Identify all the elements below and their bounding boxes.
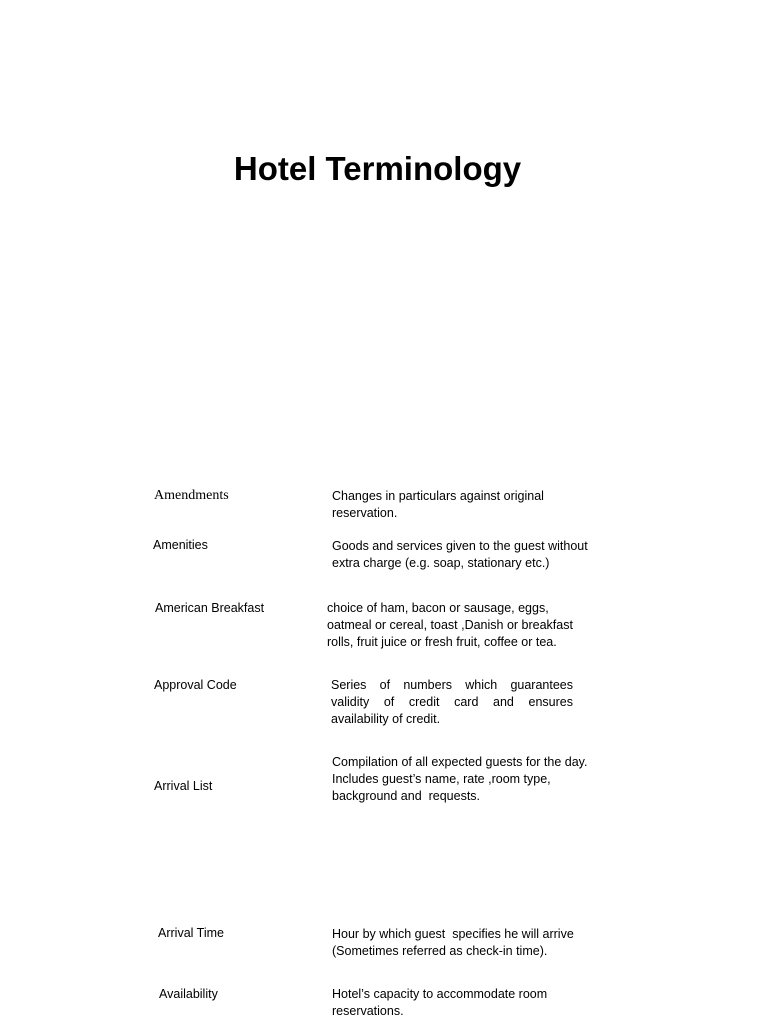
definition-line: Series of numbers which guarantees: [331, 678, 573, 692]
term-definition: [332, 754, 632, 805]
definition-line: Goods and services given to the guest without: [332, 539, 588, 553]
definition-line: oatmeal or cereal, toast ,Danish or breakfast: [327, 618, 573, 632]
definition-line: background and requests.: [332, 789, 481, 803]
term-label: American Breakfast: [155, 601, 265, 615]
definition-line: Compilation of all expected guests for the day.: [332, 755, 588, 769]
definition-line: validity of credit card and ensures: [331, 695, 573, 709]
definition-line: (Sometimes referred as check-in time).: [332, 944, 548, 958]
definition-line: Changes in particulars against original: [332, 489, 544, 503]
term-definition: [331, 677, 573, 728]
term-label: Approval Code: [154, 678, 237, 692]
definition-line: extra charge (e.g. soap, stationary etc.): [332, 556, 550, 570]
definition-line: choice of ham, bacon or sausage, eggs,: [327, 601, 549, 615]
term-label: Arrival Time: [158, 926, 224, 940]
definition-line: availability of credit.: [331, 712, 441, 726]
page-title: Hotel Terminology: [233, 150, 522, 187]
definition-line: Includes guest’s name, rate ,room type,: [332, 772, 551, 786]
term-label: Amendments: [154, 488, 229, 503]
definition-line: Hotel’s capacity to accommodate room: [332, 987, 548, 1001]
definition-line: reservation.: [332, 506, 398, 520]
definition-line: reservations.: [332, 1004, 404, 1018]
term-definition: [332, 488, 602, 522]
term-definition: [332, 926, 622, 960]
definition-line: rolls, fruit juice or fresh fruit, coffee or tea.: [327, 635, 557, 649]
term-label: Arrival List: [154, 779, 213, 793]
term-definition: [332, 538, 622, 572]
term-definition: [332, 986, 622, 1020]
term-definition: [327, 600, 617, 651]
term-label: Amenities: [153, 538, 208, 552]
term-label: Availability: [159, 987, 218, 1001]
definition-line: Hour by which guest specifies he will arrive: [332, 927, 574, 941]
